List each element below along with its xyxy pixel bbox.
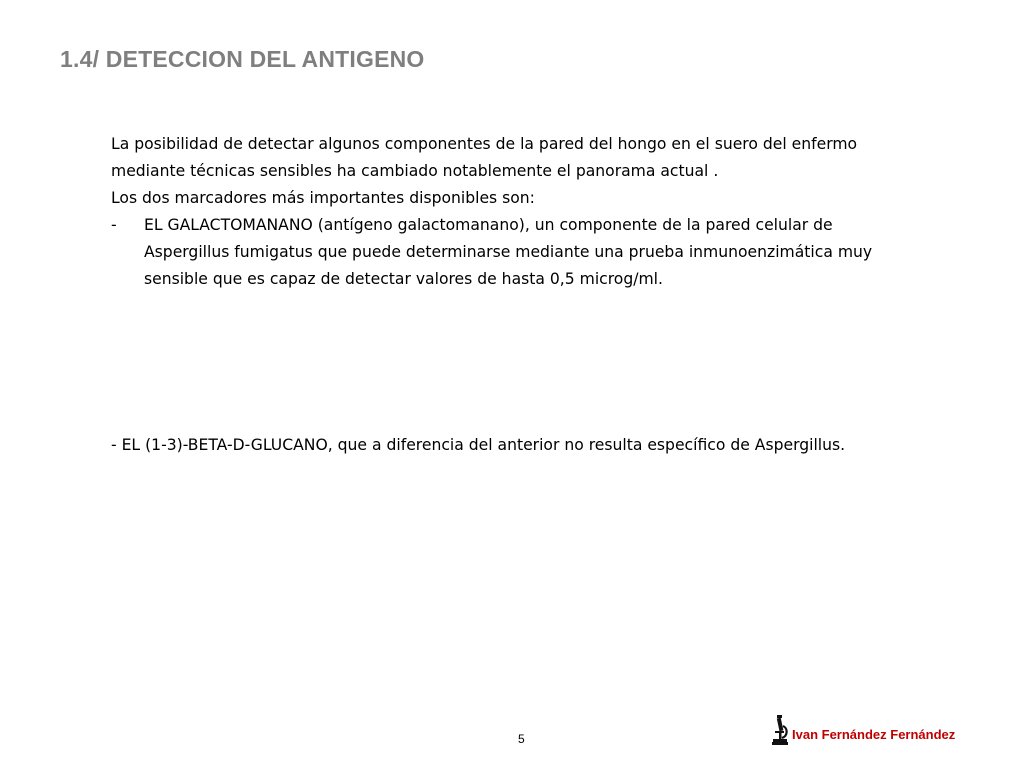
author-name: Ivan Fernández Fernández [792,727,956,742]
intro-paragraph: La posibilidad de detectar algunos componentes de la pared del hongo en el suero del enfermo mediante técnicas sensibles ha cambiado notablemente el panorama actual . [111,135,858,180]
bullet-text: EL GALACTOMANANO (antígeno galactomanano), un componente de la pared celular de Aspergillus fumigatus que puede determinarse mediante una prueba inmunoenzimática muy sensible que es capaz de detectar valores de hasta 0,5 microg/ml. [144,216,873,288]
bullet-galactomanano [111,212,921,293]
slide-title: 1.4/ DETECCION DEL ANTIGENO [60,46,425,72]
intro-lead-in: Los dos marcadores más importantes disponibles son: [111,189,535,207]
page-number: 5 [518,732,525,746]
footer-brand [770,712,955,746]
glucano-paragraph: - EL (1-3)-BETA-D-GLUCANO, que a diferencia del anterior no resulta específico de Aspergillus. [111,436,846,454]
bullet-marker: - [111,216,117,234]
microscope-icon [770,714,790,746]
intro-block [111,131,921,293]
glucano-block [111,432,921,459]
